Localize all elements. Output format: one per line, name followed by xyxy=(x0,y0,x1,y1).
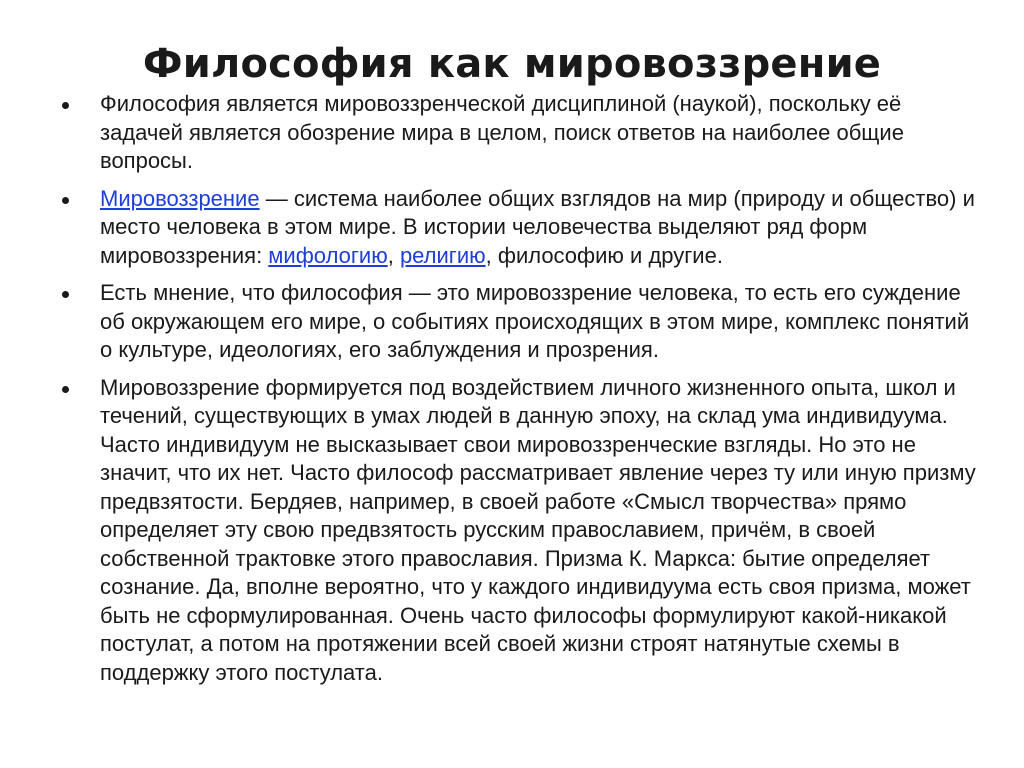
slide-title: Философия как мировоззрение xyxy=(142,41,882,87)
link-religion[interactable]: религию xyxy=(399,242,486,268)
bullet-text: , философию и другие. xyxy=(485,242,723,268)
bullet-dot-icon xyxy=(62,291,69,298)
bullet-text: Мировоззрение формируется под воздействием личного жизненного опыта, школ и течений, существующих в умах людей в данную эпоху, на склад ума индивидуума. Часто индивидуум не высказывает свои мировоззренческие взгляды. Но это не значит, что их нет. Часто философ рассматривает явление через ту или иную призму предвзятости. Бердяев, например, в своей работе «Смысл творчества» прямо определяет эту свою предвзятость русским православием, причём, в своей собственной трактовке этого православия. Призма К. Маркса: бытие определяет сознание. Да, вполне вероятно, что у каждого индивидуума есть своя призма, может быть не сформулированная. Очень часто философы формулируют какой-никакой постулат, а потом на протяжении всей своей жизни строят натянутые схемы в поддержку этого постулата. xyxy=(100,374,976,685)
link-worldview[interactable]: Мировоззрение xyxy=(100,185,260,211)
bullet-item-1 xyxy=(100,90,980,176)
link-mythology[interactable]: мифологию xyxy=(268,242,388,268)
bullet-text: Есть мнение, что философия — это мировоззрение человека, то есть его суждение об окружающем его мире, о событиях происходящих в этом мире, комплекс понятий о культуре, идеологиях, его заблуждения и прозрения. xyxy=(100,280,970,362)
bullet-dot-icon xyxy=(62,386,69,393)
bullet-item-3 xyxy=(100,279,980,365)
bullet-item-2 xyxy=(100,185,980,271)
bullet-dot-icon xyxy=(62,197,69,204)
separator-text: , xyxy=(387,242,400,268)
bullet-list xyxy=(100,90,980,696)
bullet-dot-icon xyxy=(62,102,69,109)
bullet-text: Философия является мировоззренческой дисциплиной (наукой), поскольку её задачей является обозрение мира в целом, поиск ответов на наиболее общие вопросы. xyxy=(100,91,904,173)
bullet-text: — система наиболее общих взглядов на мир (природу и общество) и место человека в этом мире. В истории человечества выделяют ряд форм мировоззрения: xyxy=(100,185,975,268)
bullet-item-4 xyxy=(100,374,980,688)
